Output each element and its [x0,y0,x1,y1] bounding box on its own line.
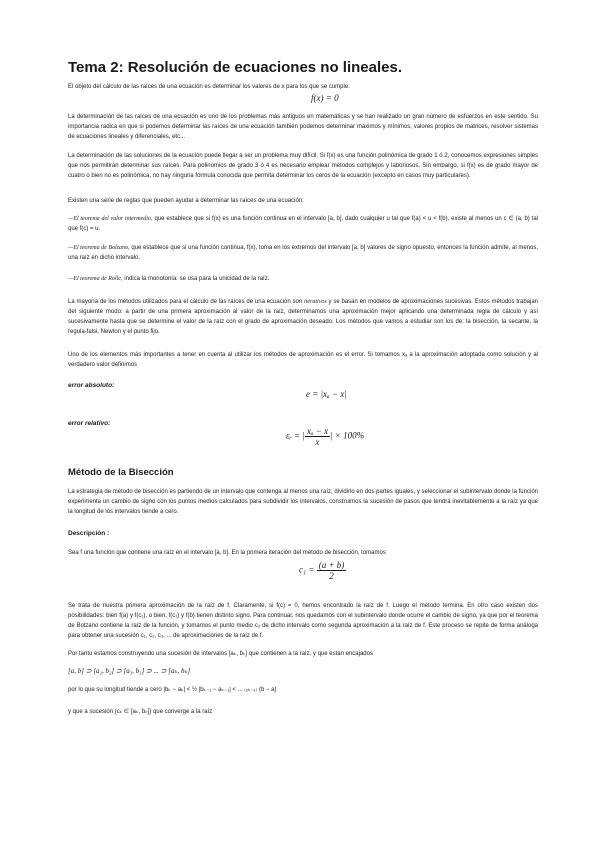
rule-intermediate-value-text: , que establece que si f(x) es una función continua en el intervalo [a, b], dado cualquier u tal que f(a) < u < f(b), existe al menos un c ∈ (a, b) tal que f(c) = u. [68,216,538,232]
rule-bolzano-text: , que establece que si una función continua, f(x), toma en los extremos del intervalo [a, b] valores de signo opuesto, entonces la función admite, al menos, una raíz en dicho intervalo. [68,245,539,261]
rule-intermediate-value [68,214,538,234]
absolute-error-formula: e = |xₐ − x| [306,389,347,399]
c1-numerator: (a + b) [318,560,345,570]
equation-fx: f(x) = 0 [311,93,339,103]
relative-error-fraction [305,426,330,447]
rule-intermediate-value-name: —El teorema del valor intermedio [68,216,151,222]
paragraph-bisection-strategy: La estrategia de método de bisección es partiendo de un intervalo que contenga al menos una raíz, dividirlo en dos partes iguales, y seleccionar el subintervalo donde la función experimenta un cambio de signo con los puntos medios calculados para subdividir los intervalos, construimos la sucesión de pasos que tendrá inevitablemente a la raíz ya que la longitud de los intervalos tiende a cero. [68,489,538,515]
intro-paragraph: El objeto del cálculo de las raíces de una ecuación es determinar los valores de x para los que se cumple: [68,84,350,90]
page-title: Tema 2: Resolución de ecuaciones no lineales. [68,59,402,76]
paragraph-rules-intro: Existen una serie de reglas que pueden ayudar a determinar las raíces de una ecuación: [68,198,304,204]
relative-error-numerator: xₐ − x [306,426,329,436]
iterative-word: iterativos [304,299,327,305]
rule-bolzano-name: —El teorema de Bolzano [68,245,128,251]
relative-error-rhs: | × 100% [330,430,365,441]
rule-bolzano [68,243,538,263]
c1-lhs: c₁ = [299,564,315,575]
paragraph-convergence: y que a sucesión {cₖ ∈ [aₖ, bₖ]} que converge a la raíz [68,709,213,715]
iterative-text-b: y se basan en modelos de aproximaciones sucesivas. Estos métodos trabajan del siguiente modo: a partir de una primera aproximación al valor de la raíz, determinamos una aproximación mejor aplicando una determinada regla de cálculo y así sucesivamente hasta que se determine el valor de la raíz con el grado de aproximación deseado. Los métodos que vamos a estudiar son los de: la bisección, la secante, la regula-falsi, Newton y el punto fijo. [68,299,539,335]
rule-rolle-name: —El teorema de Rolle [68,276,121,282]
rule-rolle [68,274,538,284]
paragraph-importance: La determinación de las raíces de una ecuación es uno de los problemas más antiguos en matemáticas y se han realizado un gran número de esfuerzos en este sentido. Su importancia radica en que si podemos determinar las raíces de una ecuación también podemos determinar máximos y mínimos, valores propios de matrices, resolver sistemas de ecuaciones lineales y diferenciales, etc... [68,114,538,140]
relative-error-formula [286,426,364,447]
paragraph-difficulty: La determinación de las soluciones de la ecuación puede llegar a ser un problema muy difícil. Si f(x) es una función polinómica de grado 1 ó 2, conocemos expresiones simples que nos permitirán determinar sus raíces. Para polinomios de grado 3 ó 4 es necesario emplear métodos complejos y laboriosos. Sin embargo, si f(x) es de grado mayor de cuatro o bien no es polinómica, no hay ninguna fórmula conocida que permita determinar los ceros de la ecuación (excepto en casos muy particulares). [68,153,538,179]
paragraph-error: Uno de los elementos más importantes a tener en cuenta al utilizar los métodos de aproximación es el error. Si tomamos xₐ a la aproximación adoptada como solución y al verdadero valor definimos [68,352,538,368]
absolute-error-label: error absoluto: [68,382,115,389]
relative-error-denominator: x [315,437,320,447]
c1-denominator: 2 [329,571,334,581]
section-heading-bisection: Método de la Bisección [68,467,174,478]
paragraph-interval-sequence: Por tanto estamos construyendo una sucesión de intervalos [aₖ, bₖ] que contienen a la raíz, y que están encajados [68,651,373,657]
relative-error-lhs: εᵣ = | [286,430,305,441]
paragraph-length: por lo que su longitud tiende a cero |bₖ − aₖ| < ½ |bₖ₋₁ − aₖ₋₁| < ... ₍₂ₖ₋₁₎ (b − a) [68,687,277,693]
paragraph-first-iteration: Sea f una función que contiene una raíz en el intervalo [a, b]. En la primera iteración del método de bisección, tomamos [68,550,386,556]
c1-formula [299,560,346,581]
c1-fraction [317,560,347,581]
iterative-text-a: La mayoría de los métodos utilizados para el cálculo de las raíces de una ecuación son [68,299,305,305]
subheading-description: Descripción : [68,530,110,537]
nested-intervals: [a, b] ⊃ [a₂, b₂] ⊃ [a₃, b₃] ⊃ ... ⊃ [aₖ, bₖ] [68,667,191,675]
paragraph-iterative-methods [68,297,538,337]
relative-error-label: error relativo: [68,420,111,427]
rule-rolle-text: , indica la monotonía: se usa para la unicidad de la raíz. [120,276,270,282]
paragraph-approximation: Se trata de nuestra primera aproximación de la raíz de f. Claramente, si f(c) = 0, hemos encontrado la raíz de f. Luego el método termina. En otro caso existen dos posibilidades: bien f(a) y f(c₁), o bien, f(c₁) y f(b) tienen distinto signo. Para continuar, nos quedamos con el subintervalo donde ocurre el cambio de signo, ya que por el teorema de Bolzano contiene la raíz de la función, y tomamos el punto medio c₂ de dicho intervalo como segunda aproximación a la raíz de f. Este proceso se repite de forma análoga para obtener una sucesión c₁, c₂, c₃, ... de aproximaciones de la raíz de f. [68,603,538,639]
